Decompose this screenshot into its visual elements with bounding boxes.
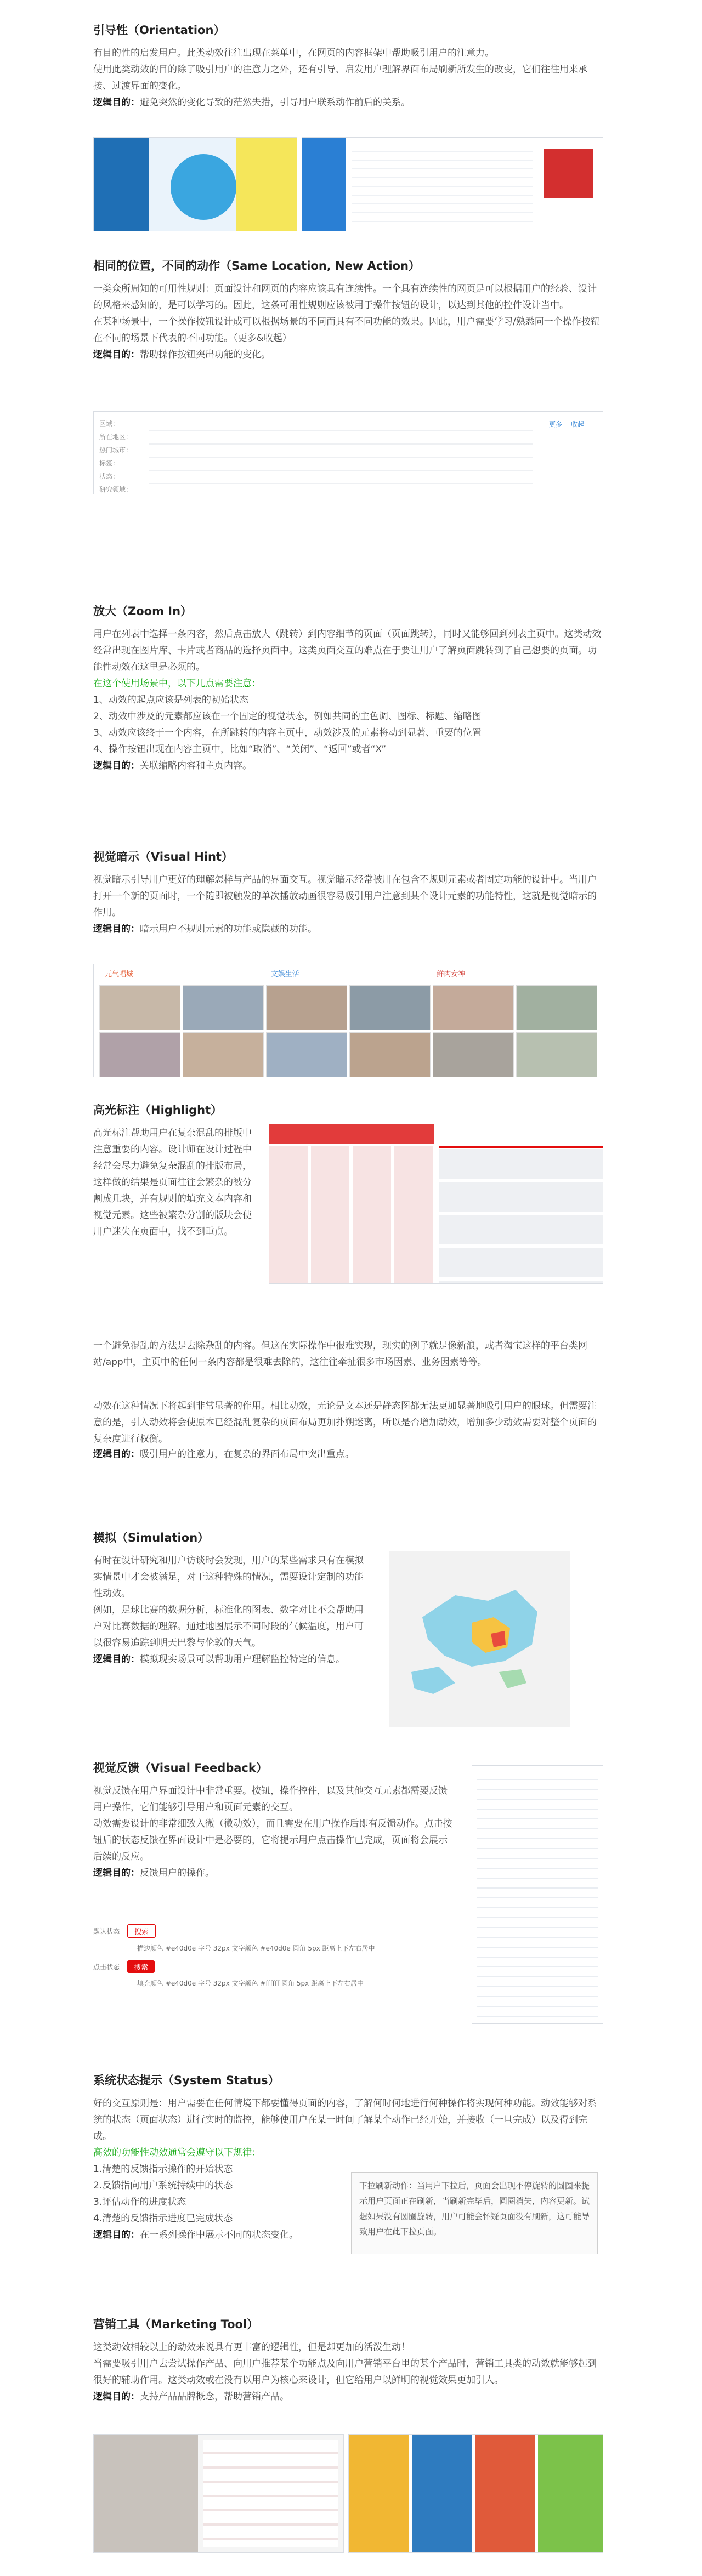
news-list-screenshot xyxy=(472,1765,603,2024)
zoom-rules-list xyxy=(93,692,603,758)
globe-illustration xyxy=(171,154,236,220)
product-grid-left xyxy=(269,1146,434,1283)
paragraph: 用户在列表中选择一条内容，然后点击放大（跳转）到内容细节的页面（页面跳转），同时又能够回到列表主页中。这类动效经常出现在图片库、卡片或者商品的选择页面中。这类页面交互的难点在于要让用户了解页面跳转到了自己想要的页面。功能性动效在这里是必须的。 xyxy=(93,629,602,673)
promo-poster xyxy=(538,2435,603,2552)
sidebar-menu xyxy=(94,138,149,231)
tab-channel-2[interactable]: 文娱生活 xyxy=(270,970,299,979)
live-channels-screenshot xyxy=(93,964,603,1077)
pull-to-refresh-note: 下拉刷新动作：当用户下拉后，页面会出现不停旋转的圆圈来提示用户页面正在刷新，当刷新完毕后，圆圈消失，内容更新。试想如果没有圆圈旋转，用户可能会怀疑页面没有刷新，这可能导致用户在此下拉页面。 xyxy=(351,2172,598,2254)
orientation-screenshot-left xyxy=(93,137,297,231)
paragraph: 好的交互原则是：用户需要在任何情境下都要懂得页面的内容，了解何时何地进行何种操作将实现何种功能。动效能够对系统的状态（页面状态）进行实时的监控，能够使用户在某一时间了解某个动作已经开始，并接收（一旦完成）以及得到完成。 xyxy=(93,2098,597,2142)
spec-text: 描边颜色 #e40d0e 字号 32px 文字颜色 #e40d0e 圆角 5px 距离上下左右居中 xyxy=(137,1944,375,1952)
paragraph: 动效需要设计的非常细致入微（微动效），而且需要在用户操作后即有反馈动作。点击按钮后的状态反馈在界面设计中是必要的，它将提示用户点击操作已完成，页面将会展示后续的反应。 xyxy=(93,1818,452,1862)
section-title: 放大（Zoom In） xyxy=(93,605,193,618)
tab-channel-1[interactable]: 元气唱城 xyxy=(105,970,134,979)
ecommerce-screenshot xyxy=(269,1124,603,1284)
section-visual-hint xyxy=(93,849,603,979)
button-states-demo xyxy=(93,1924,444,1988)
search-button-pressed[interactable]: 搜索 xyxy=(127,1960,155,1973)
hint-line: 高效的功能性动效通常会遵守以下规律： xyxy=(93,2147,261,2158)
section-title: 高光标注（Highlight） xyxy=(93,1104,223,1117)
section-marketing-tool xyxy=(93,2316,603,2405)
list-item: 1.清楚的反馈指示操作的开始状态 xyxy=(93,2164,233,2175)
list-item: 3.评估动作的进度状态 xyxy=(93,2197,186,2208)
video-thumbnail[interactable] xyxy=(183,1032,264,1077)
list-item: 4.清楚的反馈指示进度已完成状态 xyxy=(93,2213,233,2224)
goal-line: 逻辑目的：支持产品品牌概念，帮助营销产品。 xyxy=(93,2391,289,2402)
list-item: 4、操作按钮出现在内容主页中，比如“取消”、“关闭”、“返回”或者“X” xyxy=(93,744,387,755)
section-orientation xyxy=(93,22,603,111)
video-thumbnail[interactable] xyxy=(183,985,264,1030)
video-thumbnail[interactable] xyxy=(433,985,514,1030)
orientation-screenshot-right xyxy=(302,137,603,231)
goal-line: 逻辑目的：帮助操作按钮突出功能的变化。 xyxy=(93,349,270,360)
video-thumbnail[interactable] xyxy=(349,985,431,1030)
list-item: 3、动效应该终于一个内容，在所跳转的内容主页中，动效涉及的元素将动到显著、重要的位置 xyxy=(93,727,482,738)
paragraph: 一个避免混乱的方法是去除杂乱的内容。但这在实际操作中很难实现，现实的例子就是像新浪，或者淘宝这样的平台类网站/app中，主页中的任何一条内容都是很难去除的，这往往牵扯很多市场因素、业务因素等等。 xyxy=(93,1340,587,1368)
section-visual-feedback xyxy=(93,1760,603,1987)
goal-line: 逻辑目的：暗示用户不规则元素的功能或隐藏的功能。 xyxy=(93,924,317,935)
goal-line: 逻辑目的：在一系列操作中展示不同的状态变化。 xyxy=(93,2230,298,2241)
section-title: 引导性（Orientation） xyxy=(93,24,225,37)
header-bar-right xyxy=(439,1124,603,1148)
filter-options xyxy=(149,418,533,490)
paragraph: 使用此类动效的目的除了吸引用户的注意力之外，还有引导、启发用户理解界面布局刷新所发生的改变，它们往往用来承接、过渡界面的变化。 xyxy=(93,64,587,92)
video-thumbnail[interactable] xyxy=(516,985,597,1030)
paragraph: 这类动效相较以上的动效来说具有更丰富的逻辑性，但是却更加的活泼生动！ xyxy=(93,2342,410,2353)
product-photo xyxy=(94,2435,198,2552)
section-title: 相同的位置，不同的动作（Same Location, New Action） xyxy=(93,259,420,272)
section-title: 系统状态提示（System Status） xyxy=(93,2074,280,2087)
paragraph: 例如，足球比赛的数据分析，标准化的图表、数字对比不会帮助用户对比赛数据的理解。通过地图展示不同时段的气候温度，用户可以很容易追踪到明天巴黎与伦敦的天气。 xyxy=(93,1605,364,1648)
goal-line: 逻辑目的：模拟现实场景可以帮助用户理解监控特定的信息。 xyxy=(93,1654,345,1665)
paragraph: 视觉暗示引导用户更好的理解怎样与产品的界面交互。视觉暗示经常被用在包含不规则元素或者固定功能的设计中。当用户打开一个新的页面时，一个随即被触发的单次播放动画很容易吸引用户注意到某个设计元素的功能特性，这就是视觉暗示的作用。 xyxy=(93,874,597,918)
channel-tabs xyxy=(99,968,597,982)
section-title: 视觉暗示（Visual Hint） xyxy=(93,850,233,863)
video-thumbnail[interactable] xyxy=(99,1032,180,1077)
paragraph: 一类众所周知的可用性规则：页面设计和网页的内容应该具有连续性。一个具有连续性的网页是可以根据用户的经验、设计的风格来感知的，是可以学习的。因此，这条可用性规则应该被用于操作按钮的设计，以达到其他的控件设计当中。 xyxy=(93,283,597,311)
paragraph: 有时在设计研究和用户访谈时会发现，用户的某些需求只有在模拟实情景中才会被满足，对于这种特殊的情况，需要设计定制的功能性动效。 xyxy=(93,1555,364,1599)
video-thumbnail[interactable] xyxy=(516,1032,597,1077)
section-system-status xyxy=(93,2072,603,2243)
product-detail-panel xyxy=(203,2440,338,2547)
paragraph: 当需要吸引用户去尝试操作产品、向用户推荐某个功能点及向用户营销平台里的某个产品时，营销工具类的动效就能够起到很好的辅助作用。这类动效或在没有以用户为核心来设计，但它给用户以鲜明的视觉效果更加引人。 xyxy=(93,2358,597,2386)
section-title: 营销工具（Marketing Tool） xyxy=(93,2318,259,2331)
link-grid xyxy=(352,143,533,225)
marketing-screenshot-left xyxy=(93,2434,344,2553)
section-same-location xyxy=(93,258,603,493)
paragraph: 高光标注帮助用户在复杂混乱的排版中注意重要的内容。设计师在设计过程中经常会尽力避免复杂混乱的排版布局，这样做的结果是页面往往会繁杂的被分割成几块，并有规则的填充文本内容和视觉元素。这些被繁杂分割的版块会使用户迷失在页面中，找不到重点。 xyxy=(93,1128,252,1237)
paragraph: 在某种场景中，一个操作按钮设计成可以根据场景的不同而具有不同功能的效果。因此，用户需要学习/熟悉同一个操作按钮在不同的场景下代表的不同功能。（更多&收起） xyxy=(93,316,600,344)
video-thumbnail[interactable] xyxy=(99,985,180,1030)
paragraph: 动效在这种情况下将起到非常显著的作用。相比动效，无论是文本还是静态图都无法更加显著地吸引用户的眼球。但需要注意的是，引入动效将会使原本已经混乱复杂的页面布局更加扑朔迷离，所以是否增加动效，增加多少动效需要对整个页面的复杂度进行权衡。 xyxy=(93,1401,597,1445)
promo-poster xyxy=(349,2435,409,2552)
tab-channel-3[interactable]: 鲜肉女神 xyxy=(437,970,466,979)
product-grid-right xyxy=(439,1149,603,1283)
paragraph: 视觉反馈在用户界面设计中非常重要。按钮，操作控件，以及其他交互元素都需要反馈用户操作，它们能够引导用户和页面元素的交互。 xyxy=(93,1785,448,1813)
section-simulation xyxy=(93,1529,603,1668)
video-thumbnail[interactable] xyxy=(433,1032,514,1077)
paragraph: 有目的性的启发用户。此类动效往往出现在菜单中，在网页的内容框架中帮助吸引用户的注意力。 xyxy=(93,48,494,59)
header-bar xyxy=(269,1124,434,1144)
promo-panel xyxy=(236,138,297,231)
goal-line: 逻辑目的：吸引用户的注意力，在复杂的界面布局中突出重点。 xyxy=(93,1449,354,1460)
search-button-default[interactable]: 搜索 xyxy=(127,1924,156,1938)
section-zoom-in xyxy=(93,603,603,774)
video-thumbnail[interactable] xyxy=(349,1032,431,1077)
district-map xyxy=(389,1551,570,1727)
more-toggle-button[interactable]: 更多 xyxy=(549,420,563,428)
category-nav xyxy=(302,138,346,231)
thumbnail-grid xyxy=(99,985,597,1077)
section-highlight xyxy=(93,1102,603,1460)
goal-line: 逻辑目的：反馈用户的操作。 xyxy=(93,1868,214,1879)
goal-line: 逻辑目的：关联缩略内容和主页内容。 xyxy=(93,760,252,771)
news-lines xyxy=(477,1770,598,2019)
section-title: 模拟（Simulation） xyxy=(93,1531,210,1544)
list-item: 2、动效中涉及的元素都应该在一个固定的视觉状态，例如共同的主色调、图标、标题、缩略图 xyxy=(93,711,482,722)
list-item: 1、动效的起点应该是列表的初始状态 xyxy=(93,695,248,706)
promo-poster xyxy=(412,2435,472,2552)
goal-line: 逻辑目的：避免突然的变化导致的茫然失措，引导用户联系动作前后的关系。 xyxy=(93,97,410,108)
video-thumbnail[interactable] xyxy=(266,985,347,1030)
app-qr-promo xyxy=(544,149,593,198)
hint-line: 在这个使用场景中，以下几点需要注意： xyxy=(93,678,261,689)
list-item: 2.反馈指向用户系统持续中的状态 xyxy=(93,2180,233,2191)
state-label: 默认状态 xyxy=(93,1927,120,1935)
spec-text: 填充颜色 #e40d0e 字号 32px 文字颜色 #ffffff 圆角 5px 距离上下左右居中 xyxy=(137,1980,364,1987)
filter-labels: 区域： 所在地区： 热门城市： 标签： 状态： 研究领域： xyxy=(99,420,133,493)
collapse-toggle-button[interactable]: 收起 xyxy=(571,420,585,428)
state-label: 点击状态 xyxy=(93,1963,120,1971)
filter-table-screenshot xyxy=(93,411,603,494)
promo-poster xyxy=(475,2435,535,2552)
section-title: 视觉反馈（Visual Feedback） xyxy=(93,1761,268,1775)
video-thumbnail[interactable] xyxy=(266,1032,347,1077)
marketing-screenshot-right xyxy=(348,2434,603,2553)
